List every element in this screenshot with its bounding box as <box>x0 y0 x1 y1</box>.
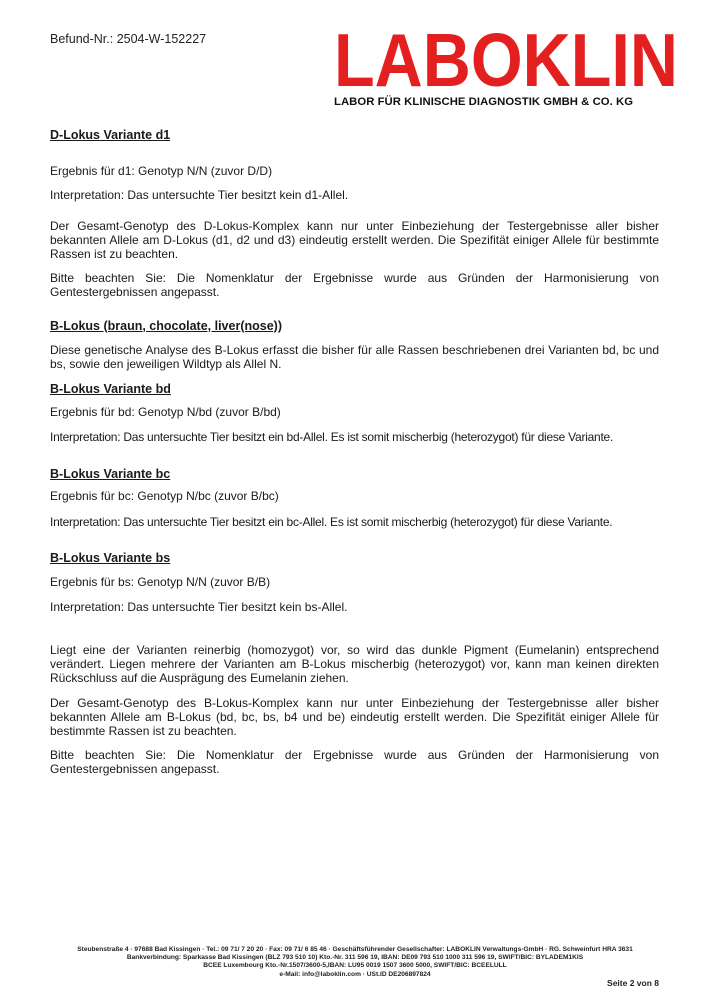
footer-bank: Bankverbindung: Sparkasse Bad Kissingen (BLZ 793 510 10) Kto.-Nr. 311 596 19, IBAN: DE09 793 510 1000 311 596 19, SWIFT/BIC: BYLADEM1KIS <box>126 954 584 962</box>
b-explanation: Liegt eine der Varianten reinerbig (homozygot) vor, so wird das dunkle Pigment (Eumelanin) entsprechend verändert. Liegen mehrere der Varianten am B-Lokus mischerbig (heterozygot) vor, kann man keinen direkten Rückschluss auf die Ausprägung des Eumelanin ziehen. <box>50 643 659 686</box>
b-nomenclature-note: Bitte beachten Sie: Die Nomenklatur der Ergebnisse wurde aus Gründen der Harmonisierung von Gentestergebnissen angepasst. <box>50 748 659 777</box>
d-complex-text: Der Gesamt-Genotyp des D-Lokus-Komplex kann nur unter Einbeziehung der Testergebnisse aller bisher bekannten Allele am D-Lokus (d1, d2 und d3) eindeutig erstellt werden. Die Spezifität einiger Allele für bestimmte Rassen ist zu beachten. <box>50 218 659 262</box>
bd-result: Ergebnis für bd: Genotyp N/bd (zuvor B/bd) <box>50 405 281 420</box>
d1-result: Ergebnis für d1: Genotyp N/N (zuvor D/D) <box>50 164 273 179</box>
bd-heading: B-Lokus Variante bd <box>50 382 171 397</box>
bc-result: Ergebnis für bc: Genotyp N/bc (zuvor B/bc) <box>50 489 279 504</box>
b-complex-text: Der Gesamt-Genotyp des B-Lokus-Komplex kann nur unter Einbeziehung der Testergebnisse aller bisher bekannten Allele am B-Lokus (bd, bc, bs, b4 und be) eindeutig erstellt werden. Die Spezifität einiger Allele für bestimmte Rassen ist zu beachten. <box>50 695 659 739</box>
d-nomenclature-note: Bitte beachten Sie: Die Nomenklatur der Ergebnisse wurde aus Gründen der Harmonisierung von Gentestergebnissen angepasst. <box>50 271 659 300</box>
d1-heading: D-Lokus Variante d1 <box>50 128 171 142</box>
bs-result: Ergebnis für bs: Genotyp N/N (zuvor B/B) <box>50 574 271 589</box>
befund-number: Befund-Nr.: 2504-W-152227 <box>50 32 207 46</box>
bc-interpretation: Interpretation: Das untersuchte Tier besitzt ein bc-Allel. Es ist somit mischerbig (heterozygot) für diese Variante. <box>50 515 613 530</box>
page-number: Seite 2 von 8 <box>607 978 659 988</box>
bs-interpretation: Interpretation: Das untersuchte Tier besitzt kein bs-Allel. <box>50 599 348 614</box>
bs-heading: B-Lokus Variante bs <box>50 551 171 566</box>
laboklin-logo <box>334 30 678 90</box>
b-locus-intro: Diese genetische Analyse des B-Lokus erfasst die bisher für alle Rassen beschriebenen drei Varianten bd, bc und bs, sowie den jeweiligen Wildtyp als Allel N. <box>50 342 659 372</box>
d1-interpretation: Interpretation: Das untersuchte Tier besitzt kein d1-Allel. <box>50 188 349 203</box>
footer-email: e-Mail: info@laboklin.com · USt.ID DE206897824 <box>279 970 431 978</box>
logo-text: LABOKLIN <box>334 30 678 90</box>
bd-interpretation: Interpretation: Das untersuchte Tier besitzt ein bd-Allel. Es ist somit mischerbig (heterozygot) für diese Variante. <box>50 429 614 444</box>
b-locus-heading: B-Lokus (braun, chocolate, liver(nose)) <box>50 318 282 333</box>
footer-address: Steubenstraße 4 · 97688 Bad Kissingen · Tel.: 09 71/ 7 20 20 · Fax: 09 71/ 6 85 46 · Geschäftsführender Gesellschafter: LABOKLIN Verwaltungs-GmbH · RG. Schweinfurt HRA 3631 <box>77 946 633 953</box>
report-content <box>50 128 659 777</box>
footer-bank-lux: BCEE Luxembourg Kto.-Nr.1507/3600-5,IBAN: LU95 0019 1507 3600 5000, SWIFT/BIC: BCEELULL <box>203 962 507 970</box>
footer <box>40 946 670 979</box>
bc-heading: B-Lokus Variante bc <box>50 466 171 481</box>
lab-subtitle: LABOR FÜR KLINISCHE DIAGNOSTIK GMBH & CO. KG <box>334 96 634 108</box>
